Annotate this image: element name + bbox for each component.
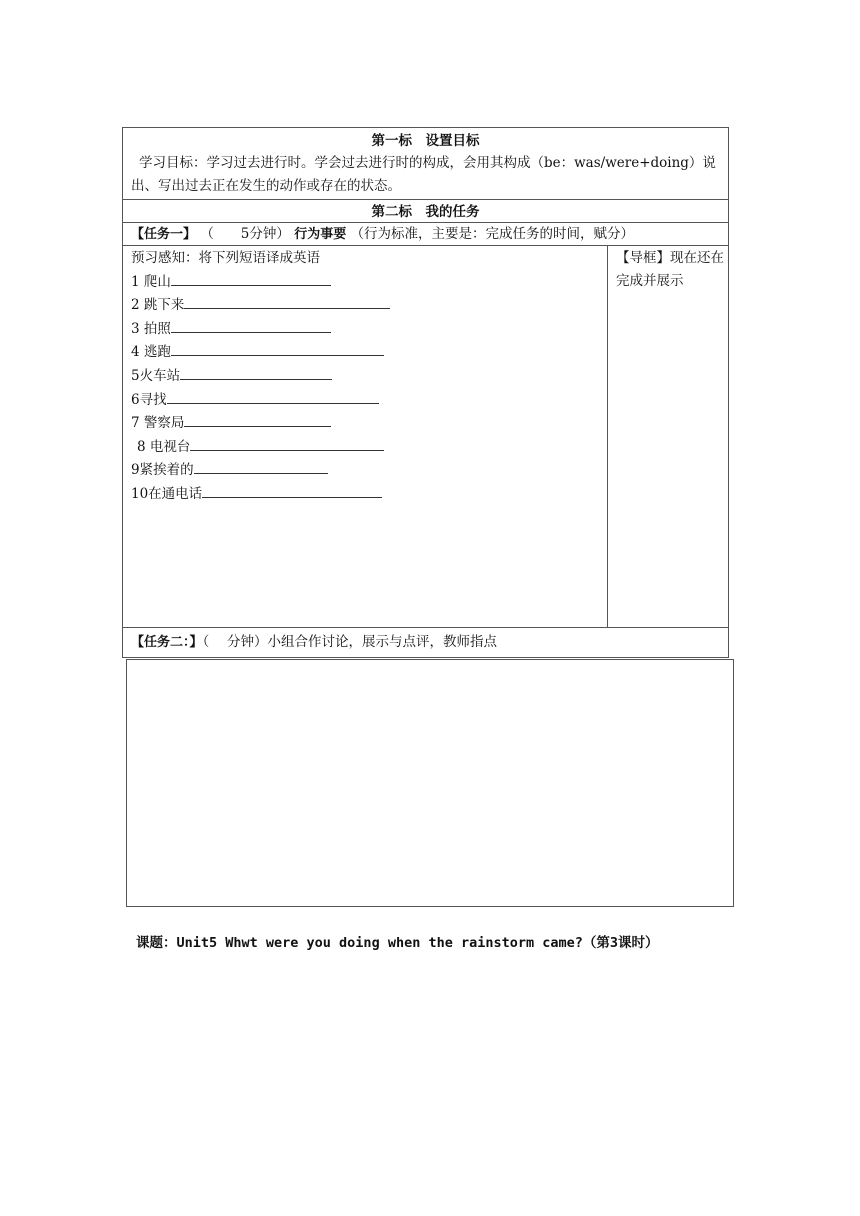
answer-blank[interactable] (190, 435, 384, 451)
phrase-item (131, 435, 607, 459)
lesson-plan-table (122, 127, 729, 658)
phrase-text: 1 爬山 (131, 273, 171, 290)
phrase-text: 9紧挨着的 (131, 462, 194, 479)
learning-objective-text: 学习目标：学习过去进行时。学会过去进行时的构成，会用其构成（be：was/were+doing）说出、写出过去正在发生的动作或存在的状态。 (131, 155, 716, 194)
task2-header (123, 628, 728, 657)
lesson-title: 课题：Unit5 Whwt were you doing when the rainstorm came?（第3课时） (136, 935, 659, 951)
task1-body (123, 246, 728, 628)
phrase-item (131, 482, 607, 506)
behavior-label: 行为事要 (294, 227, 347, 242)
phrase-item (131, 317, 607, 341)
answer-blank[interactable] (171, 317, 331, 333)
phrase-text: 3 拍照 (131, 320, 171, 337)
answer-blank[interactable] (171, 270, 331, 286)
section2-title: 第二标 我的任务 (123, 200, 728, 223)
guide-box: 【导框】现在还在完成并展示 (616, 250, 724, 289)
phrase-item (131, 388, 607, 412)
task2-text: （ 分钟）小组合作讨论，展示与点评，教师指点 (202, 634, 498, 650)
phrase-text: 10在通电话 (131, 485, 203, 502)
phrase-item (131, 270, 607, 294)
behavior-desc: （行为标准，主要是：完成任务的时间，赋分） (350, 226, 635, 242)
phrase-item (131, 340, 607, 364)
phrase-item (131, 411, 607, 435)
answer-blank[interactable] (184, 411, 331, 427)
learning-objective (123, 152, 728, 200)
task2-answer-area[interactable] (126, 659, 734, 907)
task1-header (123, 223, 728, 246)
answer-blank[interactable] (180, 364, 332, 380)
phrase-text: 6寻找 (131, 391, 167, 408)
phrase-text: 5火车站 (131, 367, 181, 384)
phrase-item (131, 293, 607, 317)
answer-blank[interactable] (194, 458, 328, 474)
phrase-item (131, 458, 607, 482)
answer-blank[interactable] (167, 388, 379, 404)
phrase-text: 7 警察局 (131, 415, 185, 432)
phrase-intro: 预习感知：将下列短语译成英语 (131, 250, 320, 266)
answer-blank[interactable] (184, 293, 390, 309)
task1-label: 【任务一】 (131, 227, 197, 242)
phrase-item (131, 364, 607, 388)
answer-blank[interactable] (202, 482, 382, 498)
task2-label: 【任务二：】 (131, 635, 203, 650)
section1-title: 第一标 设置目标 (371, 133, 480, 149)
phrase-text: 4 逃跑 (131, 344, 171, 361)
phrase-text: 2 跳下来 (131, 297, 185, 314)
phrase-list (123, 246, 608, 627)
task1-time: （ 5分钟） (200, 226, 290, 242)
phrase-text: 8 电视台 (137, 438, 191, 455)
answer-blank[interactable] (171, 340, 384, 356)
